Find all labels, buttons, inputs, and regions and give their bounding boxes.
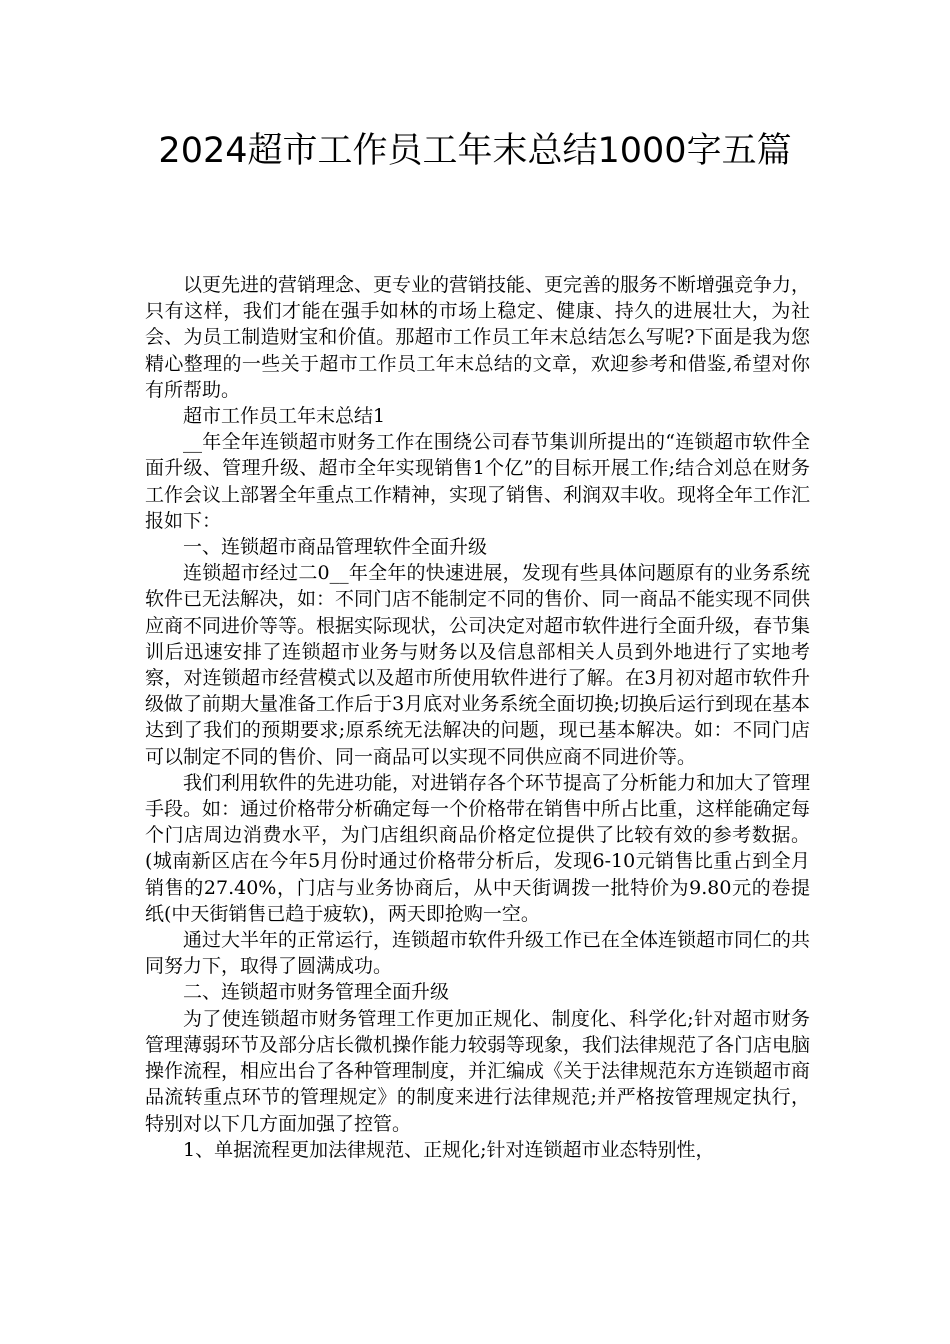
document-body [145,272,810,1163]
body-paragraph: 我们利用软件的先进功能，对进销存各个环节提高了分析能力和加大了管理手段。如：通过价格带分析确定每一个价格带在销售中所占比重，这样能确定每个门店周边消费水平，为门店组织商品价格定位提供了比较有效的参考数据。(城南新区店在今年5月份时通过价格带分析后，发现6-10元销售比重占到全月销售的27.40%，门店与业务协商后，从中天街调拨一批特价为9.80元的卷提纸(中天街销售已趋于疲软)，两天即抢购一空。 [145,771,811,925]
body-paragraph: __年全年连锁超市财务工作在围绕公司春节集训所提出的“连锁超市软件全面升级、管理升级、超市全年实现销售1个亿”的目标开展工作;结合刘总在财务工作会议上部署全年重点工作精神，实现了销售、利润双丰收。现将全年工作汇报如下： [145,431,811,532]
section-heading: 一、连锁超市商品管理软件全面升级 [183,536,488,559]
body-paragraph: 为了使连锁超市财务管理工作更加正规化、制度化、科学化;针对超市财务管理薄弱环节及部分店长微机操作能力较弱等现象，我们法律规范了各门店电脑操作流程，相应出台了各种管理制度，并汇编成《关于法律规范东方连锁超市商品流转重点环节的管理规定》的制度来进行法律规范;并严格按管理规定执行，特别对以下几方面加强了控管。 [145,1007,811,1135]
section-heading: 二、连锁超市财务管理全面升级 [183,981,450,1004]
body-paragraph: 1、单据流程更加法律规范、正规化;针对连锁超市业态特别性， [183,1138,715,1161]
body-paragraph: 连锁超市经过二0__年全年的快速进展，发现有些具体问题原有的业务系统软件已无法解决，如：不同门店不能制定不同的售价、同一商品不能实现不同供应商不同进价等等。根据实际现状，公司决定对超市软件进行全面升级，春节集训后迅速安排了连锁超市业务与财务以及信息部相关人员到外地进行了实地考察，对连锁超市经营模式以及超市所使用软件进行了解。在3月初对超市软件升级做了前期大量准备工作后于3月底对业务系统全面切换;切换后运行到现在基本达到了我们的预期要求;原系统无法解决的问题，现已基本解决。如：不同门店可以制定不同的售价、同一商品可以实现不同供应商不同进价等。 [145,562,811,768]
intro-paragraph: 以更先进的营销理念、更专业的营销技能、更完善的服务不断增强竞争力，只有这样，我们才能在强手如林的市场上稳定、健康、持久的进展壮大，为社会、为员工制造财宝和价值。那超市工作员工年末总结怎么写呢?下面是我为您精心整理的一些关于超市工作员工年末总结的文章，欢迎参考和借鉴,希望对你有所帮助。 [145,274,811,401]
document-title: 2024超市工作员工年末总结1000字五篇 [158,131,792,171]
body-paragraph: 通过大半年的正常运行，连锁超市软件升级工作已在全体连锁超市同仁的共同努力下，取得了圆满成功。 [145,929,811,978]
section-heading: 超市工作员工年末总结1 [183,405,386,428]
